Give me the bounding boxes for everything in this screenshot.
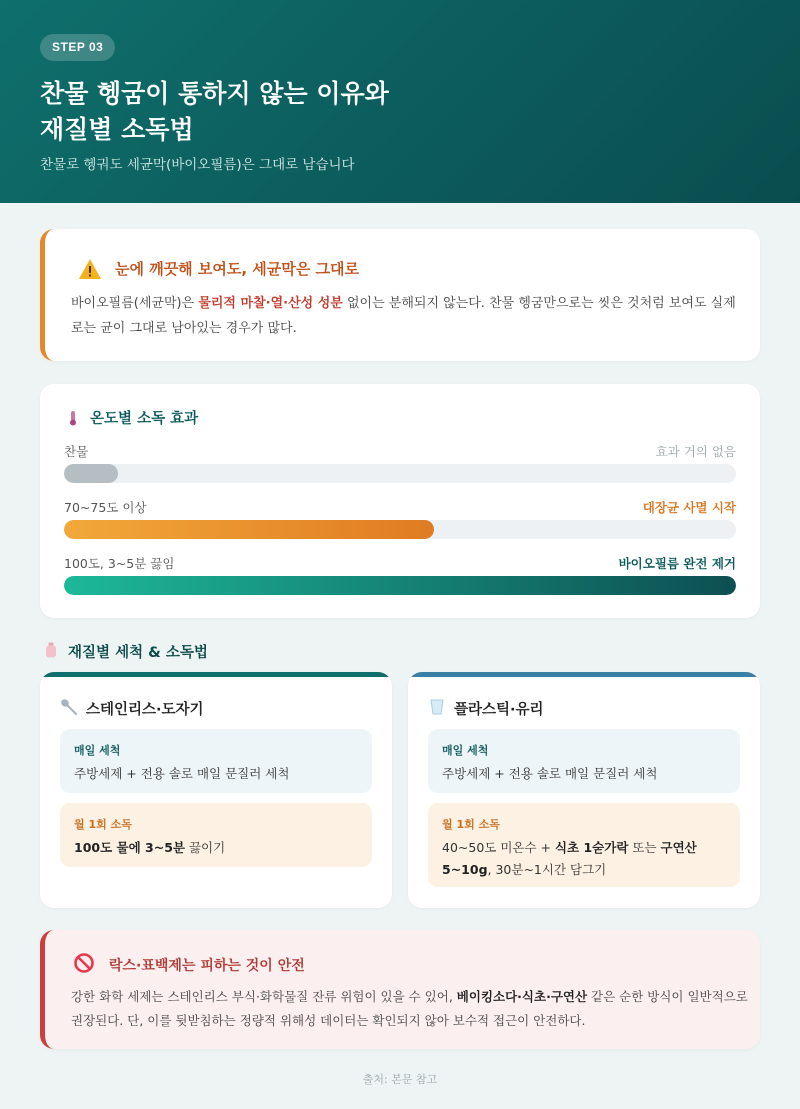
daily-clean-box <box>60 729 372 793</box>
temperature-title: 온도별 소독 효과 <box>90 411 199 427</box>
temp-row-label: 찬물 <box>64 444 89 459</box>
temp-row-label: 100도, 3~5분 끓임 <box>64 556 175 571</box>
monthly-disinfect-box <box>60 803 372 867</box>
source-note: 출처: 본문 참고 <box>362 1073 438 1086</box>
daily-label: 매일 세척 <box>442 744 489 757</box>
warning-card <box>40 229 760 361</box>
material-name: 플라스틱·유리 <box>454 702 544 718</box>
danger-body-pre: 강한 화학 세제는 스테인리스 부식·화학물질 잔류 위험이 있을 수 있어, <box>71 989 457 1004</box>
prohibited-icon <box>73 952 95 974</box>
temp-row-label: 70~75도 이상 <box>64 500 147 515</box>
page-subtitle: 찬물로 헹궈도 세균막(바이오필름)은 그대로 남습니다 <box>40 157 355 173</box>
header-banner <box>0 0 800 203</box>
monthly-text-bold: 식초 1숟가락 <box>554 840 629 855</box>
warning-body <box>71 291 741 341</box>
material-card-stainless <box>40 672 392 908</box>
monthly-text <box>442 837 732 881</box>
monthly-text-bold: 100도 물에 3~5분 <box>74 840 185 855</box>
step-badge: STEP 03 <box>40 34 115 61</box>
monthly-text-plain: 40~50도 미온수 + <box>442 840 555 855</box>
temperature-card <box>40 384 760 618</box>
danger-title: 락스·표백제는 피하는 것이 안전 <box>109 958 305 974</box>
temp-row-result: 바이오필름 완전 제거 <box>618 556 736 571</box>
monthly-label: 월 1회 소독 <box>74 818 132 831</box>
monthly-text-plain: 끓이기 <box>184 840 226 855</box>
danger-body <box>71 985 751 1033</box>
warning-triangle-icon <box>78 258 102 280</box>
warning-body-pre: 바이오필름(세균막)은 <box>71 296 199 311</box>
danger-card <box>40 930 760 1049</box>
daily-clean-box <box>428 729 740 793</box>
materials-section-title: 재질별 세척 & 소독법 <box>68 645 208 661</box>
temp-bar-fill-boil <box>64 576 736 595</box>
temp-row-result: 효과 거의 없음 <box>655 444 736 459</box>
cup-icon <box>428 698 446 716</box>
danger-body-highlight: 베이킹소다·식초·구연산 <box>456 989 588 1004</box>
temp-bar-fill-hot <box>64 520 434 539</box>
monthly-text <box>74 837 364 859</box>
bottle-icon <box>44 642 58 658</box>
warning-body-highlight: 물리적 마찰·열·산성 성분 <box>198 296 343 311</box>
material-card-plastic <box>408 672 760 908</box>
monthly-text-bold: 구연산 5~10g <box>442 840 697 877</box>
monthly-text-plain: 또는 <box>628 840 661 855</box>
temp-bar-track <box>64 520 736 539</box>
monthly-text-plain: , 30분~1시간 담그기 <box>487 862 607 877</box>
material-card-accent-bar <box>408 672 760 677</box>
material-name: 스테인리스·도자기 <box>86 702 204 718</box>
thermometer-icon <box>66 410 80 426</box>
daily-text: 주방세제 + 전용 솔로 매일 문질러 세척 <box>442 766 658 781</box>
temp-row-result: 대장균 사멸 시작 <box>642 500 736 515</box>
spoon-icon <box>60 698 78 716</box>
warning-title: 눈에 깨끗해 보여도, 세균막은 그대로 <box>115 260 359 278</box>
monthly-label: 월 1회 소독 <box>442 818 500 831</box>
page-title-line-1: 찬물 헹굼이 통하지 않는 이유와 <box>40 79 389 108</box>
danger-body-post: 같은 순한 방식이 일반적으로 권장된다. 단, 이를 뒷받침하는 정량적 위해성 데이터는 확인되지 않아 보수적 접근이 안전하다. <box>71 989 748 1028</box>
warning-body-post: 없이는 분해되지 않는다. 찬물 헹굼만으로는 씻은 것처럼 보여도 실제로는 균이 그대로 남아있는 경우가 많다. <box>71 296 736 336</box>
material-card-accent-bar <box>40 672 392 677</box>
daily-label: 매일 세척 <box>74 744 121 757</box>
temp-bar-fill-cold <box>64 464 118 483</box>
page-title <box>40 76 389 148</box>
monthly-disinfect-box <box>428 803 740 887</box>
page-title-line-2: 재질별 소독법 <box>40 115 194 144</box>
temp-bar-track <box>64 464 736 483</box>
daily-text: 주방세제 + 전용 솔로 매일 문질러 세척 <box>74 766 290 781</box>
temp-bar-track <box>64 576 736 595</box>
